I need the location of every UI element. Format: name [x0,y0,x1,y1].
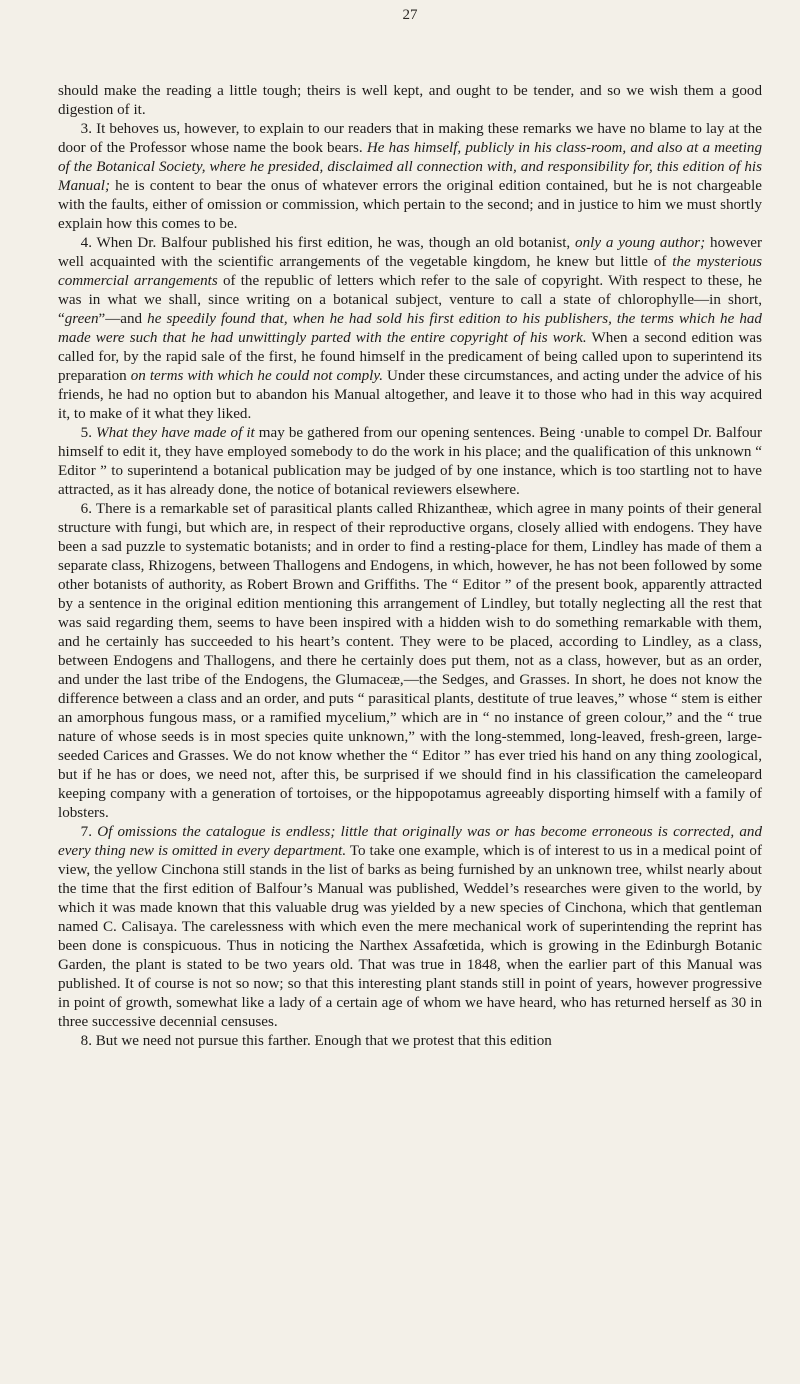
text-run: of the republic of letters which refer to the sale of copyright. With respect to these, he was in what we shall, since writing on a botanical subject, venture to call a state of chlorophylle—in short, “ [58,273,762,327]
text-run: ”—and [98,311,148,327]
paragraph-p-continued [58,82,762,120]
text-run: 3. It behoves us, however, to explain to our readers that in making these remarks we have no blame to lay at the door of the Professor whose name the book bears. [58,121,762,156]
italic-text: What they have made of it [96,425,255,441]
paragraph-p7 [58,823,762,1032]
text-run: 7. [80,824,98,840]
body-text [58,82,762,1051]
italic-text: He has himself, publicly in his class-room, and also at a meeting of the Botanical Society, where he presided, disclaimed all connection with, and responsibility for, this edition of his Manual; [58,140,762,194]
text-run: Under these circumstances, and acting under the advice of his friends, he had no option but to abandon his Manual altogether, and leave it to those who had in this way acquired it, to make of it what they liked. [58,368,763,422]
paragraph-p4 [58,234,762,424]
text-run: 6. There is a remarkable set of parasitical plants called Rhizantheæ, which agree in many points of their general structure with fungi, but which are, in respect of their reproductive organs, closely allied with endogens. They have been a sad puzzle to systematic botanists; and in order to find a resting-place for them, Lindley has made of them a separate class, Rhizogens, between Thallogens and Endogens, in which, however, he has not been followed by some other botanists of authority, as Robert Brown and Griffiths. The “ Editor ” of the present book, apparently attracted by a sentence in the original edition mentioning this arrangement of Lindley, but totally neglecting all the rest that was said regarding them, seems to have been inspired with a hidden wish to do something remarkable with them, and he certainly has succeeded to his heart’s content. They were to be placed, according to Lindley, as a class, between Endogens and Thallogens, and there he certainly does put them, not as a class, however, but as an order, and under the last tribe of the Endogens, the Glumaceæ,—the Sedges, and Grasses. In short, he does not know the difference between a class and an order, and puts “ parasitical plants, destitute of true leaves,” whose “ stem is either an amorphous fungous mass, or a ramified mycelium,” which are in “ no instance of green colour,” and the “ true nature of whose seeds is in most species quite unknown,” with the long-stemmed, long-leaved, fresh-green, large-seeded Carices and Grasses. We do not know whether the “ Editor ” has ever tried his hand on any thing zoological, but if he has or does, we need not, after this, be surprised if we should find in his classification the cameleopard keeping company with a generation of tortoises, or the hippopotamus agreeably disporting himself with a family of lobsters. [58,501,762,821]
text-run: may be gathered from our opening sentences. Being ·unable to compel Dr. Balfour himself to edit it, they have employed somebody to do the work in his place; and the qualification of this unknown “ Editor ” to superintend a botanical publication may be judged of by one instance, which is too startling not to have attracted, as it has already done, the notice of botanical reviewers elsewhere. [58,425,763,498]
text-run: should make the reading a little tough; theirs is well kept, and ought to be tender, and so we wish them a good digestion of it. [58,83,762,118]
text-run: he is content to bear the onus of whatever errors the original edition contained, but he is not chargeable with the faults, either of omission or commission, which pertain to the second; and in justice to him we must shortly explain how this comes to be. [58,178,762,232]
italic-text: on terms with which he could not comply. [130,368,383,384]
text-run: however well acquainted with the scientific arrangements of the vegetable kingdom, he knew but little of [58,235,762,270]
text-run: 8. But we need not pursue this farther. Enough that we protest that this edition [80,1033,552,1049]
text-run: 5. [80,425,97,441]
paragraph-p6 [58,500,762,823]
italic-text: only a young author; [575,235,706,251]
text-run: When a second edition was called for, by the rapid sale of the first, he found himself in the predicament of being called upon to superintend its preparation [58,330,763,384]
italic-text: Of omissions the catalogue is endless; little that originally was or has become erroneous is corrected, and every thing new is omitted in every department. [58,824,762,859]
text-run: To take one example, which is of interest to us in a medical point of view, the yellow Cinchona still stands in the list of barks as being furnished by an unknown tree, whilst nearly about the time that the first edition of Balfour’s Manual was published, Weddel’s researches were given to the world, by which it was made known that this valuable drug was yielded by a new species of Cinchona, which that gentleman named C. Calisaya. The carelessness with which even the mere mechanical work of superintending the reprint has been done is conspicuous. Thus in noticing the Narthex Assafœtida, which is growing in the Edinburgh Botanic Garden, the plant is stated to be two years old. That was true in 1848, when the earlier part of this Manual was published. It of course is not so now; so that this interesting plant stands still in point of years, however progressive in point of growth, somewhat like a lady of a certain age of whom we have heard, who has returned herself as 30 in three successive decennial censuses. [58,843,762,1030]
italic-text: green [64,311,99,327]
paragraph-p5 [58,424,762,500]
paragraph-p8 [58,1032,762,1051]
text-run: 4. When Dr. Balfour published his first edition, he was, though an old botanist, [80,235,576,251]
italic-text: the mysterious commercial arrangements [58,254,762,289]
paragraph-p3 [58,120,762,234]
italic-text: he speedily found that, when he had sold his first edition to his publishers, the terms which he had made were such that he had unwittingly parted with the entire copyright of his work. [58,311,762,346]
page-number: 27 [402,7,418,23]
